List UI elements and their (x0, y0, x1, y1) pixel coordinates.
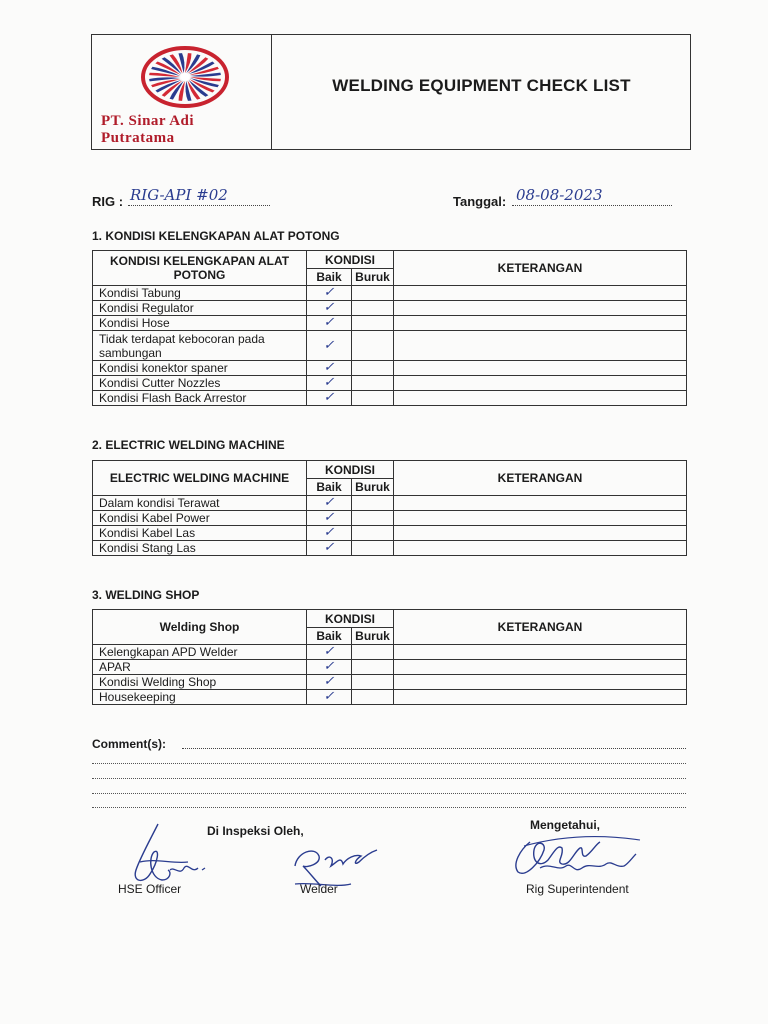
row-item: Kondisi Stang Las (93, 541, 307, 556)
row-item: Dalam kondisi Terawat (93, 496, 307, 511)
row-buruk-mark (352, 316, 394, 331)
comment-line (92, 807, 686, 808)
row-baik-mark: ✓ (307, 496, 352, 511)
row-buruk-mark (352, 496, 394, 511)
section3-col-baik: Baik (307, 628, 352, 645)
row-keterangan (394, 690, 687, 705)
section3-table (92, 609, 687, 705)
table-row (93, 690, 687, 705)
row-buruk-mark (352, 361, 394, 376)
row-item: Kondisi Kabel Las (93, 526, 307, 541)
section1-title: 1. KONDISI KELENGKAPAN ALAT POTONG (92, 229, 340, 243)
row-keterangan (394, 331, 687, 361)
row-keterangan (394, 286, 687, 301)
comment-line (92, 763, 686, 764)
acknowledged-by-label: Mengetahui, (530, 818, 601, 832)
row-keterangan (394, 675, 687, 690)
logo-ray (190, 73, 221, 77)
row-buruk-mark (352, 511, 394, 526)
row-buruk-mark (352, 660, 394, 675)
rig-dotted-line (128, 205, 270, 206)
company-name: PT. Sinar Adi Putratama (101, 113, 195, 146)
logo-ray (149, 77, 180, 81)
comments-label: Comment(s): (92, 737, 166, 751)
row-baik-mark: ✓ (307, 316, 352, 331)
row-item: Kondisi Hose (93, 316, 307, 331)
row-baik-mark: ✓ (307, 675, 352, 690)
row-buruk-mark (352, 645, 394, 660)
row-keterangan (394, 361, 687, 376)
date-label: Tanggal: (453, 194, 507, 209)
date-value: 08-08-2023 (516, 186, 603, 204)
row-item: Kondisi Cutter Nozzles (93, 376, 307, 391)
table-row (93, 361, 687, 376)
row-baik-mark: ✓ (307, 391, 352, 406)
rig-superintendent-label: Rig Superintendent (526, 882, 629, 896)
row-buruk-mark (352, 286, 394, 301)
row-item: Kelengkapan APD Welder (93, 645, 307, 660)
row-keterangan (394, 376, 687, 391)
row-baik-mark: ✓ (307, 660, 352, 675)
row-item: Kondisi Kabel Power (93, 511, 307, 526)
table-row (93, 316, 687, 331)
table-row (93, 660, 687, 675)
hse-officer-label: HSE Officer (118, 882, 182, 896)
row-baik-mark: ✓ (307, 690, 352, 705)
row-item: Kondisi Flash Back Arrestor (93, 391, 307, 406)
row-baik-mark: ✓ (307, 286, 352, 301)
table-row (93, 645, 687, 660)
company-logo (140, 46, 230, 108)
row-baik-mark: ✓ (307, 645, 352, 660)
row-buruk-mark (352, 690, 394, 705)
section2-col-keterangan: KETERANGAN (394, 461, 687, 496)
row-keterangan (394, 496, 687, 511)
row-baik-mark: ✓ (307, 331, 352, 361)
table-row (93, 376, 687, 391)
row-baik-mark: ✓ (307, 541, 352, 556)
row-baik-mark: ✓ (307, 301, 352, 316)
section1-col-buruk: Buruk (352, 269, 394, 286)
section2-col-item: ELECTRIC WELDING MACHINE (93, 461, 307, 496)
section1-col-kondisi: KONDISI (307, 251, 394, 269)
section2-col-baik: Baik (307, 479, 352, 496)
row-keterangan (394, 526, 687, 541)
table-row (93, 331, 687, 361)
document-title: WELDING EQUIPMENT CHECK LIST (332, 76, 631, 95)
row-buruk-mark (352, 301, 394, 316)
row-item: Kondisi Welding Shop (93, 675, 307, 690)
row-keterangan (394, 660, 687, 675)
section3-col-kondisi: KONDISI (307, 610, 394, 628)
row-buruk-mark (352, 331, 394, 361)
row-item: APAR (93, 660, 307, 675)
rig-label: RIG : (92, 194, 124, 209)
section1-col-item: KONDISI KELENGKAPAN ALAT POTONG (93, 251, 307, 286)
row-item: Kondisi Regulator (93, 301, 307, 316)
row-buruk-mark (352, 391, 394, 406)
section1-col-baik: Baik (307, 269, 352, 286)
row-item: Kondisi Tabung (93, 286, 307, 301)
comment-line (92, 793, 686, 794)
section1-table (92, 250, 687, 406)
row-keterangan (394, 301, 687, 316)
section3-col-keterangan: KETERANGAN (394, 610, 687, 645)
section2-col-kondisi: KONDISI (307, 461, 394, 479)
logo-ray (190, 77, 221, 81)
comment-line (92, 778, 686, 779)
table-row (93, 541, 687, 556)
section2-table (92, 460, 687, 556)
table-row (93, 391, 687, 406)
row-baik-mark: ✓ (307, 526, 352, 541)
row-buruk-mark (352, 526, 394, 541)
row-baik-mark: ✓ (307, 361, 352, 376)
row-item: Tidak terdapat kebocoran pada sambungan (93, 331, 307, 361)
date-dotted-line (512, 205, 672, 206)
row-baik-mark: ✓ (307, 376, 352, 391)
row-keterangan (394, 645, 687, 660)
inspected-by-label: Di Inspeksi Oleh, (207, 824, 304, 838)
row-keterangan (394, 511, 687, 526)
table-row (93, 511, 687, 526)
comment-line (182, 748, 686, 749)
welder-label: Welder (300, 882, 338, 896)
table-row (93, 526, 687, 541)
row-buruk-mark (352, 675, 394, 690)
rig-value: RIG-API #02 (130, 186, 228, 204)
table-row (93, 301, 687, 316)
section3-col-item: Welding Shop (93, 610, 307, 645)
row-keterangan (394, 541, 687, 556)
row-buruk-mark (352, 376, 394, 391)
logo-ray (149, 73, 180, 77)
row-keterangan (394, 316, 687, 331)
row-item: Housekeeping (93, 690, 307, 705)
section2-col-buruk: Buruk (352, 479, 394, 496)
row-baik-mark: ✓ (307, 511, 352, 526)
row-buruk-mark (352, 541, 394, 556)
section1-col-keterangan: KETERANGAN (394, 251, 687, 286)
table-row (93, 496, 687, 511)
table-row (93, 675, 687, 690)
row-item: Kondisi konektor spaner (93, 361, 307, 376)
section3-title: 3. WELDING SHOP (92, 588, 200, 602)
row-keterangan (394, 391, 687, 406)
section2-title: 2. ELECTRIC WELDING MACHINE (92, 438, 285, 452)
section3-col-buruk: Buruk (352, 628, 394, 645)
table-row (93, 286, 687, 301)
